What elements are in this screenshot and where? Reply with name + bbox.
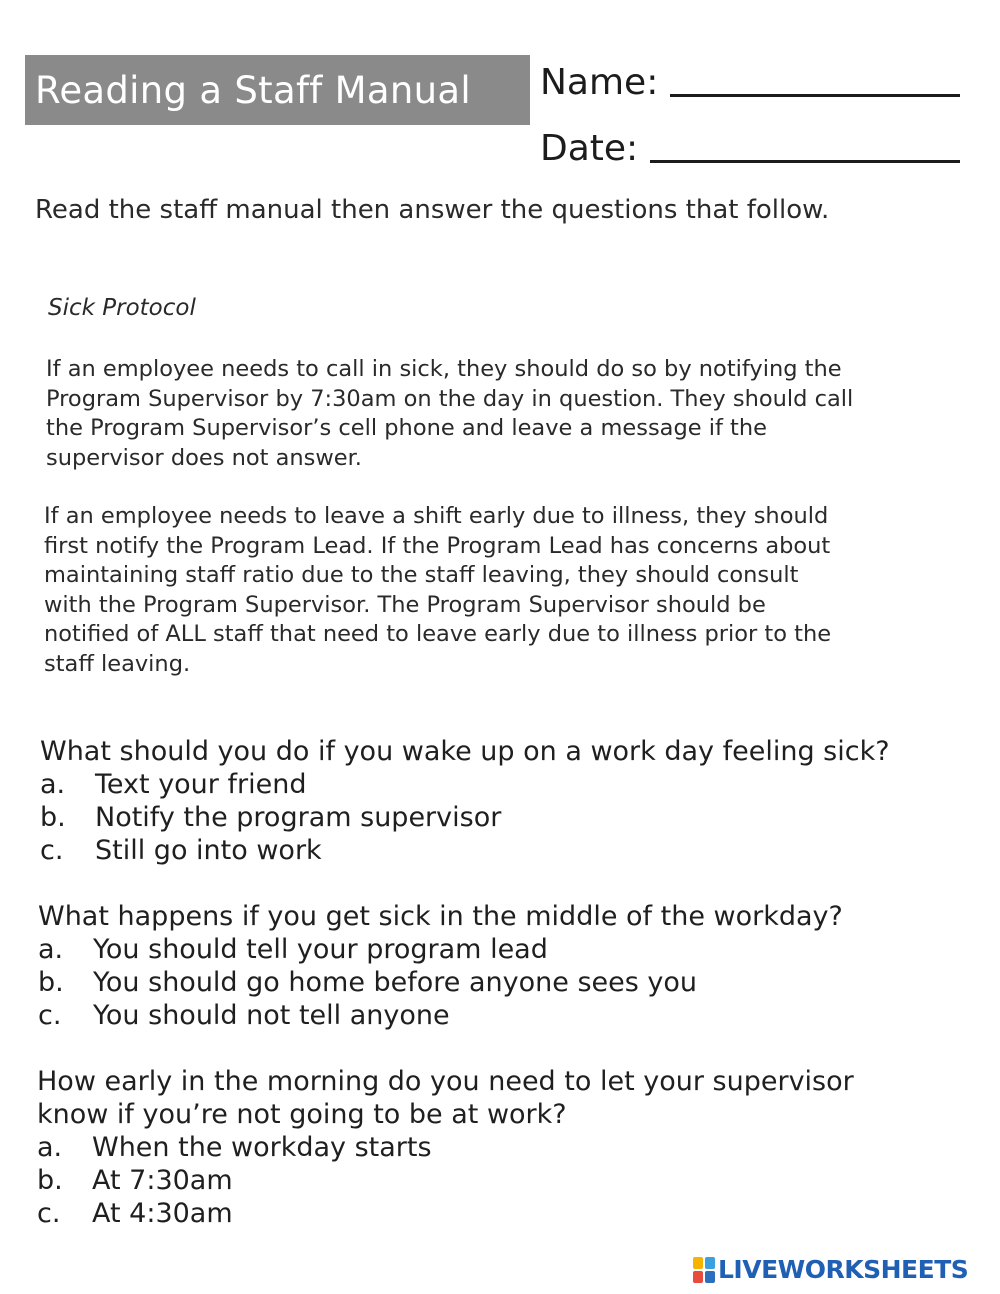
manual-paragraph-1 [46,355,853,473]
answer-option-a[interactable] [38,933,843,966]
option-letter: c. [37,1198,61,1229]
option-text: You should tell your program lead [93,934,548,965]
option-letter: c. [38,1000,62,1031]
paragraph-line: maintaining staff ratio due to the staff leaving, they should consult [44,562,799,588]
option-text: Still go into work [95,835,322,866]
option-letter: b. [38,967,64,998]
answer-option-c[interactable] [37,1197,854,1230]
date-label: Date: [540,128,639,169]
paragraph-line: staff leaving. [44,650,191,677]
option-letter: b. [37,1165,63,1196]
answer-option-b[interactable] [40,801,890,834]
option-text: Text your friend [95,769,307,800]
option-letter: a. [40,769,66,800]
name-label: Name: [540,62,659,103]
name-answer-line[interactable] [670,94,960,97]
question-text [38,900,843,933]
option-text: You should go home before anyone sees you [93,967,698,998]
answer-option-c[interactable] [38,999,843,1032]
paragraph-line: supervisor does not answer. [46,444,362,471]
paragraph-line: notified of ALL staff that need to leave early due to illness prior to the [44,621,832,647]
answer-option-a[interactable] [40,768,890,801]
liveworksheets-logo [693,1255,968,1284]
option-letter: c. [40,835,64,866]
worksheet-title: Reading a Staff Manual [35,68,471,112]
answer-option-a[interactable] [37,1131,854,1164]
paragraph-line: Program Supervisor by 7:30am on the day in question. They should call [46,385,854,412]
answer-option-b[interactable] [37,1164,854,1197]
question-text [40,735,890,768]
answer-option-b[interactable] [38,966,843,999]
question-2 [38,900,843,1032]
option-text: At 4:30am [92,1198,233,1229]
question-line: How early in the morning do you need to let your supervisor [37,1066,854,1097]
question-line: What should you do if you wake up on a work day feeling sick? [40,736,890,767]
manual-paragraph-2 [44,502,831,679]
question-3 [37,1065,854,1230]
paragraph-line: the Program Supervisor’s cell phone and leave a message if the [46,415,767,441]
question-line: What happens if you get sick in the middle of the workday? [38,901,843,932]
option-letter: a. [37,1132,63,1163]
option-text: You should not tell anyone [93,1000,450,1031]
date-answer-line[interactable] [650,160,960,163]
paragraph-line: If an employee needs to leave a shift early due to illness, they should [44,503,829,529]
liveworksheets-logo-icon [693,1257,715,1283]
worksheet-title-banner [25,55,530,125]
paragraph-line: first notify the Program Lead. If the Program Lead has concerns about [44,532,831,559]
question-text [37,1065,854,1131]
name-field [540,62,960,103]
logo-text: LIVEWORKSHEETS [718,1255,969,1284]
option-text: At 7:30am [92,1165,233,1196]
answer-option-c[interactable] [40,834,890,867]
question-line: know if you’re not going to be at work? [37,1099,567,1130]
option-text: Notify the program supervisor [95,802,502,833]
option-letter: b. [40,802,66,833]
paragraph-line: with the Program Supervisor. The Program Supervisor should be [44,591,766,618]
instructions: Read the staff manual then answer the questions that follow. [35,195,830,225]
option-text: When the workday starts [92,1132,432,1163]
option-letter: a. [38,934,64,965]
date-field [540,128,960,169]
question-1 [40,735,890,867]
section-title: Sick Protocol [48,295,196,321]
paragraph-line: If an employee needs to call in sick, they should do so by notifying the [46,356,842,382]
